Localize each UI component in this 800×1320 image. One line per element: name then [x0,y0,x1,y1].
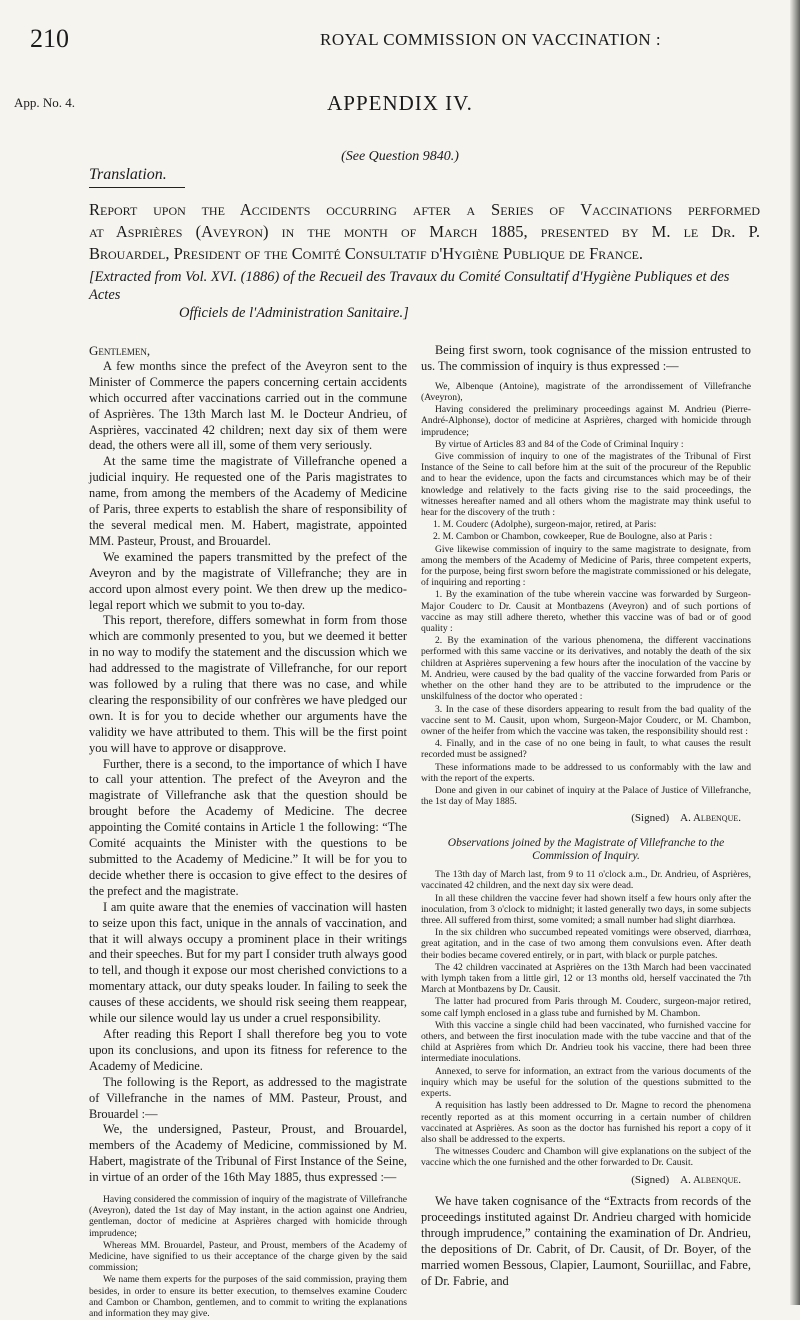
right-intro: Being first sworn, took cognisance of the mission entrusted to us. The commission of inquiry is thus expressed :— [421,343,751,373]
see-question: (See Question 9840.) [341,149,459,164]
commission-paragraph: Having considered the preliminary proceedings against M. Andrieu (Pierre-André-Alphonse), doctor of medicine at Asprières, charged with homicide through imprudence; [421,404,751,438]
commission-paragraph: Give commission of inquiry to one of the magistrates of the Tribunal of First Instance of the Seine to call before him at the suit of the procureur of the Republic and to hear the evidence, upon the facts and circumstances which may be of their knowledge and relatively to the facts giving rise to the said proceedings, the witnesses hereafter named and all others whom the magistrate may think useful to hear for the discovery of the truth : [421,451,751,519]
right-column [421,343,751,1290]
left-column [89,343,407,1320]
salutation: Gentlemen, [89,343,151,358]
commission-paragraph: We, Albenque (Antoine), magistrate of the arrondissement of Villefranche (Aveyron), [421,380,751,404]
margin-label: App. No. 4. [14,95,76,110]
extracted-from-line-1: [Extracted from Vol. XVI. (1886) of the Recueil des Travaux du Comité Consultatif d'Hygiène Publiques et des Actes [89,269,730,303]
witness-list [421,519,751,542]
left-paragraph: A few months since the prefect of the Aveyron sent to the Minister of Commerce the papers concerning certain accidents which occurred after vaccinations carried out in the commune of Asprières. The 13th March last M. le Docteur Andrieu, of Asprières, vaccinated 42 children; next day six of them were dead, the others were all ill, some of them very seriously. [89,358,407,453]
observations-title [421,837,751,863]
page-number: 210 [30,24,69,53]
commission-text [421,381,751,808]
translation-label: Translation. [89,166,167,183]
report-title [89,199,760,265]
left-paragraph: After reading this Report I shall therefore beg you to vote upon its conclusions, and upon its fitness for reference to the Academy of Medicine. [89,1026,407,1073]
left-paragraph: The following is the Report, as addressed to the magistrate of Villefranche in the names of MM. Pasteur, Proust, and Brouardel :— [89,1074,407,1121]
commission-paragraph: By virtue of Articles 83 and 84 of the Code of Criminal Inquiry : [435,438,684,450]
small-paragraph: We name them experts for the purposes of the said commission, praying them besides, in order to ensure its better execution, to themselves examine Couderc and Cambon or Chambon, gentlemen, and to commit to writing the explanations and information they may give. [89,1274,407,1320]
question-item: 3. In the case of these disorders appearing to result from the bad quality of the vaccine sent to M. Causit, upon whom, Surgeon-Major Couderc, or M. Chambon, owner of the heifer from which the vaccine was taken, the responsibility should rest : [421,703,751,737]
witness-item: 1. M. Couderc (Adolphe), surgeon-major, retired, at Paris: [433,519,657,531]
report-title-line-1: Report upon the Accidents occurring after a Series of Vaccinations performed [89,200,760,219]
report-title-line-3: Brouardel, President of the Comité Consultatif d'Hygiène Publique de France. [89,244,644,263]
observation-paragraph: In the six children who succumbed repeated vomitings were observed, diarrhœa, great agitation, and in the case of two among them convulsions even. After death their bodies became covered entirely, or in part, with black or purple patches. [421,927,751,961]
left-paragraph: I am quite aware that the enemies of vaccination will hasten to seize upon this fact, unique in the annals of vaccination, and that it will always occupy a prominent place in their writings and their speeches. But for my part I consider truth always good to tell, and though it expose our most cherished convictions to a momentary attack, our duty speaks louder. In failing to seek the causes of these accidents, we should risk seeing them reappear, while our silence would lay us under a cruel responsibility. [89,899,407,1026]
observations-title-line-1: Observations joined by the Magistrate of Villefranche to the [447,837,725,850]
signed-name: A. Albenque. [680,1173,741,1186]
closing-paragraph: Done and given in our cabinet of inquiry at the Palace of Justice of Villefranche, the 1st day of May 1885. [421,784,751,808]
witness-item: 2. M. Cambon or Chambon, cowkeeper, Rue de Boulogne, also at Paris : [433,531,713,543]
final-paragraph: We have taken cognisance of the “Extracts from records of the proceedings instituted against Dr. Andrieu charged with homicide through imprudence,” containing the examination of Dr. Andrieu, the depositions of Dr. Cabrit, of Dr. Causit, of Dr. Boyer, of the married women Bessous, Clapier, Laumont, Souriillac, and Fabre, of Dr. Fabrie, and [421,1194,751,1288]
left-paragraph: Further, there is a second, to the importance of which I have to call your attention. The prefect of the Aveyron and the magistrate of Villefranche ask that the question should be brought before the Academy of Medicine. The decree appointing the Comité contains in Article 1 the following: “The Comité acquaints the Minister with the questions to be submitted to the Academy of Medicine.” It will be for you to decide whether there is occasion to give effect to the desires of the prefect and the magistrate. [89,756,407,898]
left-paragraph: This report, therefore, differs somewhat in form from those which are commonly presented to you, but we deemed it better in no way to modify the statement and the discussion which we had addressed to the magistrate of Villefranche, for our report was followed by a ruling that there was no case, and while clearing the responsibility of our confrères we have pledged our own. It is for you to decide whether our arguments have the validity we have attributed to them. This will be the first point you will have to approve or disapprove. [89,613,407,755]
question-item: 1. By the examination of the tube wherein vaccine was forwarded by Surgeon-Major Couderc to Dr. Causit at Montbazens (Aveyron) and of such portions of vaccine as may still adhere thereto, whether this vaccine was of bad or of good quality : [421,589,751,635]
question-item: 4. Finally, and in the case of no one being in fault, to what causes the result recorded must be assigned? [421,738,751,761]
page-edge-shadow [790,0,800,1305]
appendix-title: APPENDIX IV. [327,91,473,115]
extracted-from-line-2: Officiels de l'Administration Sanitaire.] [179,305,409,321]
signed-label: (Signed) [631,812,670,825]
observation-paragraph: The 42 children vaccinated at Asprières on the 13th March had been vaccinated with lymph taken from a little girl, 12 or 13 months old, herself vaccinated the 7th March at Montbazens by Dr. Causit. [421,961,751,996]
observation-paragraph: The 13th day of March last, from 9 to 11 o'clock a.m., Dr. Andrieu, of Asprières, vaccinated 42 children, and the next day six were dead. [421,869,751,892]
signed-name: A. Albenque. [680,812,741,825]
left-small-print [89,1194,407,1319]
small-paragraph: Whereas MM. Brouardel, Pasteur, and Proust, members of the Academy of Medicine, have signified to us their acceptance of the charge given by the said commission; [89,1239,407,1274]
signature-2 [421,1173,751,1189]
observations-title-line-2: Commission of Inquiry. [532,850,640,863]
report-title-line-2: at Asprières (Aveyron) in the month of March 1885, presented by M. le Dr. P. [89,222,760,241]
observation-paragraph: The witnesses Couderc and Chambon will give explanations on the subject of the vaccine which the one furnished and the other forwarded to Dr. Causit. [421,1146,751,1169]
running-title: ROYAL COMMISSION ON VACCINATION : [320,30,662,49]
left-paragraph: We examined the papers transmitted by the prefect of the Aveyron and by the magistrate of Villefranche; they are in accord upon almost every point. We then drew up the medico-legal report which we submit to you to-day. [89,549,407,612]
observation-paragraph: Annexed, to serve for information, an extract from the various documents of the inquiry which may be useful for the solution of the questions submitted to the experts. [421,1065,751,1100]
extracted-from [89,268,760,322]
translation-rule [89,187,185,188]
observation-paragraph: A requisition has lastly been addressed to Dr. Magne to record the phenomena recently reported as at this moment occurring in a certain number of children vaccinated at Asprières. As soon as the doctor has furnished his report a copy of it also shall be addressed to the experts. [421,1100,751,1145]
signed-label: (Signed) [631,1173,670,1186]
signature-1 [421,811,751,827]
closing-paragraph: These informations made to be addressed to us conformably with the law and with the report of the experts. [421,761,751,784]
observation-paragraph: The latter had procured from Paris through M. Couderc, surgeon-major retired, some calf lymph enclosed in a glass tube and furnished by M. Chambon. [421,996,751,1019]
left-paragraph: We, the undersigned, Pasteur, Proust, and Brouardel, members of the Academy of Medicine, commissioned by M. Habert, magistrate of the Tribunal of First Instance of the Seine, in virtue of an order of the 16th May 1885, thus expressed :— [89,1122,407,1185]
experts-intro: Give likewise commission of inquiry to the same magistrate to designate, from among the members of the Academy of Medicine of Paris, three competent experts, for the purpose, being first sworn before the magistrate commissioned or his delegate, of inquiring and reporting : [421,543,751,589]
observation-paragraph: With this vaccine a single child had been vaccinated, who furnished vaccine for others, and between the first inoculation made with the tube vaccine and that of the child at Asprières from which Dr. Andrieu took his vaccine, there had been three intermediate inoculations. [421,1019,751,1065]
small-paragraph: Having considered the commission of inquiry of the magistrate of Villefranche (Aveyron), dated the 1st day of May instant, in the action against one Andrieu, gentleman, doctor of medicine at Asprières charged with homicide through imprudence; [89,1194,407,1239]
left-paragraph: At the same time the magistrate of Villefranche opened a judicial inquiry. He requested one of the Paris magistrates to name, from among the members of the Academy of Medicine of Paris, three experts to establish the share of responsibility of the several medical men. M. Habert, magistrate, appointed MM. Pasteur, Proust, and Brouardel. [89,454,407,548]
observations-text [421,869,751,1168]
question-item: 2. By the examination of the various phenomena, the different vaccinations performed with this same vaccine or its derivatives, and notably the death of the six children at Asprières supervening a few hours after the inoculation of the vaccine by M. Andrieu, were caused by the bad quality of the vaccine forwarded from Paris or whether on the other hand they are to be attributed to the imprudence or the unskilfulness of the doctor who operated : [421,635,751,703]
observation-paragraph: In all these children the vaccine fever had shown itself a few hours only after the inoculation, from 3 o'clock to midnight; it lasted generally two days, in some subjects three. All suffered from thirst, some vomited; a small number had slight diarrhœa. [421,892,751,927]
